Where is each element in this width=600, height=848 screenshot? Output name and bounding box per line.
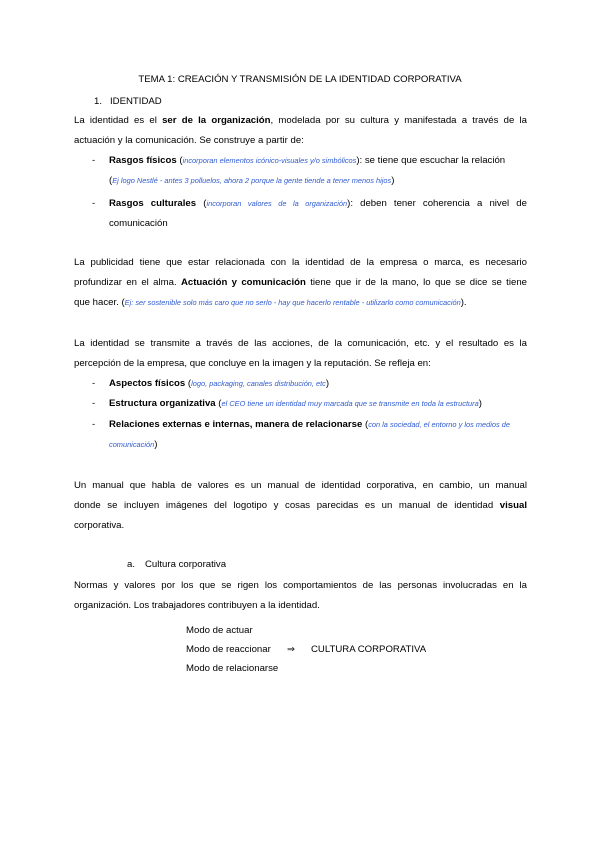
para2-line-1: La publicidad tiene que estar relacionada con la identidad de la empresa o marca, es necesario (74, 257, 527, 268)
intro-line-2: actuación y la comunicación. Se construye a partir de: (74, 135, 304, 146)
bullet-aspectos-fisicos: Aspectos físicos (logo, packaging, canales distribución, etc) (109, 378, 330, 389)
section-heading: IDENTIDAD (110, 96, 162, 107)
bullet-estructura-organizativa: Estructura organizativa (el CEO tiene un identidad muy marcada que se transmite en toda la estructura) (109, 398, 482, 409)
para4-line-2: donde se incluyen imágenes del logotipo y cosas parecidas es un manual de identidad visual (74, 500, 527, 511)
para3-line-1: La identidad se transmite a través de las acciones, de la comunicación, etc. y el resultado es la (74, 338, 527, 349)
para2-line-2: profundizar en el alma. Actuación y comunicación tiene que ir de la mano, lo que se dice se tiene (74, 277, 527, 288)
culture-result: CULTURA CORPORATIVA (311, 644, 427, 655)
bullet-dash: - (92, 378, 96, 389)
bullet-relaciones-line2: comunicación) (109, 439, 158, 450)
para3-line-2: percepción de la empresa, que concluye en la imagen y la reputación. Se refleja en: (74, 358, 431, 369)
culture-item-reaccionar: Modo de reaccionar (186, 644, 271, 655)
para4-line-3: corporativa. (74, 520, 125, 531)
para4-line-1: Un manual que habla de valores es un manual de identidad corporativa, en cambio, un manual (74, 480, 527, 491)
subsection-letter: a. (127, 559, 136, 570)
document-title: TEMA 1: CREACIÓN Y TRANSMISIÓN DE LA IDENTIDAD CORPORATIVA (138, 74, 462, 85)
section-number: 1. (94, 96, 103, 107)
bullet-dash: - (92, 398, 96, 409)
para5-line-2: organización. Los trabajadores contribuyen a la identidad. (74, 600, 320, 611)
arrow-icon: ⇒ (287, 644, 296, 655)
para5-line-1: Normas y valores por los que se rigen los comportamientos de las personas involucradas en la (74, 580, 527, 591)
bullet-rasgos-fisicos-note: (Ej logo Nestlé - antes 3 polluelos, ahora 2 porque la gente tiende a tener menos hijos) (109, 175, 395, 186)
subsection-heading: Cultura corporativa (145, 559, 227, 570)
bullet-rasgos-fisicos: Rasgos físicos (incorporan elementos icónico-visuales y/o simbólicos): se tiene que escuchar la relación (109, 155, 506, 166)
bullet-rasgos-culturales-line2: comunicación (109, 218, 168, 229)
para2-line-3: que hacer. (Ej: ser sostenible solo más caro que no serlo - hay que hacerlo rentable - utilizarlo como comunicación). (74, 297, 467, 308)
intro-line-1: La identidad es el ser de la organización, modelada por su cultura y manifestada a través de la (74, 115, 527, 126)
culture-item-relacionarse: Modo de relacionarse (186, 663, 279, 674)
bullet-relaciones: Relaciones externas e internas, manera de relacionarse (con la sociedad, el entorno y los medios de (109, 419, 510, 430)
culture-item-actuar: Modo de actuar (186, 625, 253, 636)
bullet-dash: - (92, 419, 96, 430)
bullet-dash: - (92, 155, 96, 166)
bullet-dash: - (92, 198, 96, 209)
bullet-rasgos-culturales: Rasgos culturales (incorporan valores de la organización): deben tener coherencia a nivel de (109, 198, 527, 209)
